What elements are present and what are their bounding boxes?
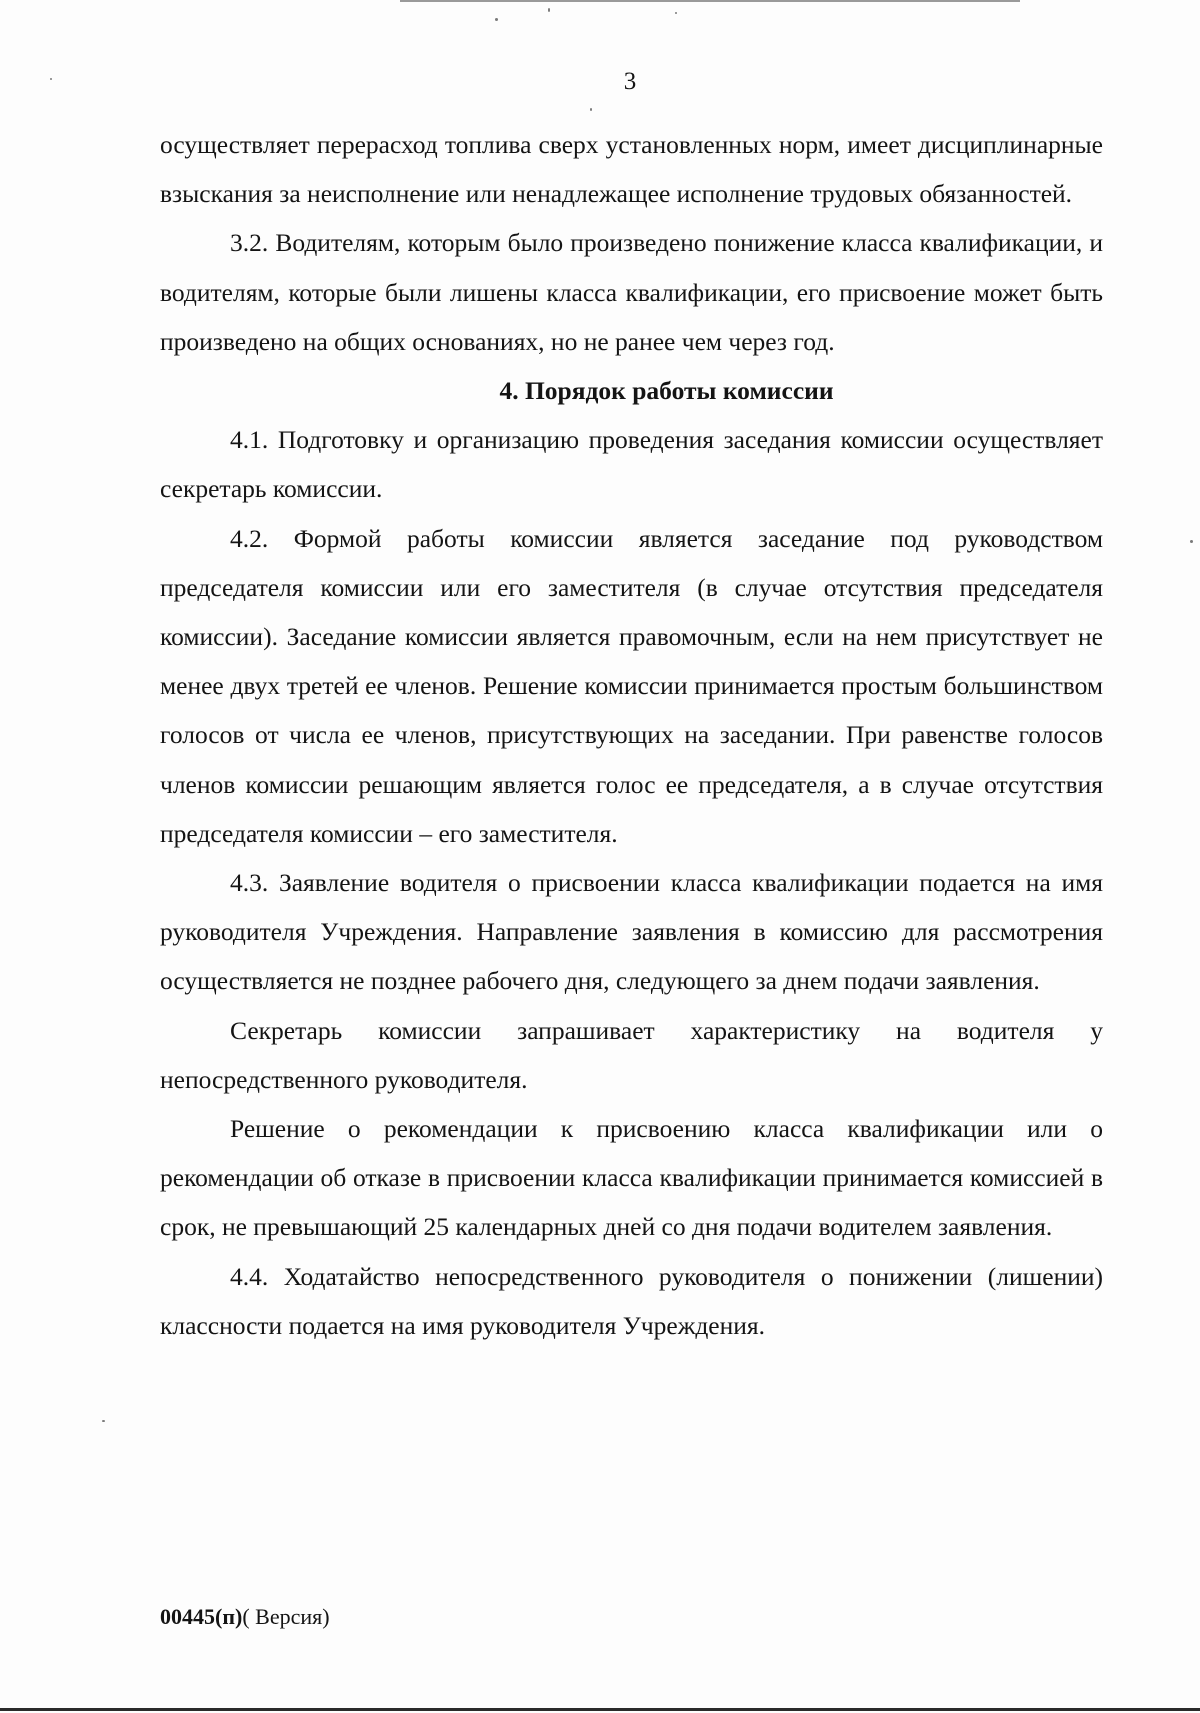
scan-speck <box>50 78 52 80</box>
paragraph-4-3: 4.3. Заявление водителя о присвоении класса квалификации подается на имя руководителя Учреждения. Направление заявления в комиссию для рассмотрения осуществляется не позднее рабочего дня, следующего за днем подачи заявления. <box>160 868 1103 996</box>
scan-speck <box>102 1420 105 1422</box>
section-heading: 4. Порядок работы комиссии <box>499 376 834 406</box>
paragraph-4-4: 4.4. Ходатайство непосредственного руководителя о понижении (лишении) классности подается на имя руководителя Учреждения. <box>160 1261 1103 1340</box>
document-body <box>160 120 1103 1350</box>
paragraph-decision: Решение о рекомендации к присвоению класса квалификации или о рекомендации об отказе в присвоении класса квалификации принимается комиссией в срок, не превышающий 25 календарных дней со дня подачи водителем заявления. <box>160 1114 1103 1242</box>
scan-speck <box>675 12 677 14</box>
paragraph-3-2: 3.2. Водителям, которым было произведено понижение класса квалификации, и водителям, которые были лишены класса квалификации, его присвоение может быть произведено на общих основаниях, но не ранее чем через год. <box>160 228 1103 356</box>
paragraph-4-1: 4.1. Подготовку и организацию проведения заседания комиссии осуществляет секретарь комиссии. <box>160 425 1103 504</box>
paragraph-4-2: 4.2. Формой работы комиссии является заседание под руководством председателя комиссии или его заместителя (в случае отсутствия председателя комиссии). Заседание комиссии является правомочным, если на нем присутствует не менее двух третей ее членов. Решение комиссии принимается простым большинством голосов от числа ее членов, присутствующих на заседании. При равенстве голосов членов комиссии решающим является голос ее председателя, а в случае отсутствия председателя комиссии – его заместителя. <box>160 523 1103 848</box>
paragraph-continuation: осуществляет перерасход топлива сверх установленных норм, имеет дисциплинарные взыскания за неисполнение или ненадлежащее исполнение трудовых обязанностей. <box>160 130 1103 209</box>
paragraph-secretary: Секретарь комиссии запрашивает характеристику на водителя у непосредственного руководителя. <box>160 1015 1103 1094</box>
scan-bottom-edge <box>0 1708 1200 1711</box>
scan-speck <box>548 8 550 12</box>
page-number: 3 <box>623 68 637 95</box>
footer-document-id <box>160 1604 330 1630</box>
scan-speck <box>590 108 592 111</box>
footer-version-label: ( Версия) <box>242 1604 330 1629</box>
footer-doc-number: 00445(п) <box>160 1604 243 1629</box>
scan-speck <box>1190 540 1193 543</box>
scan-speck <box>495 18 498 21</box>
scan-top-edge <box>400 0 1020 2</box>
